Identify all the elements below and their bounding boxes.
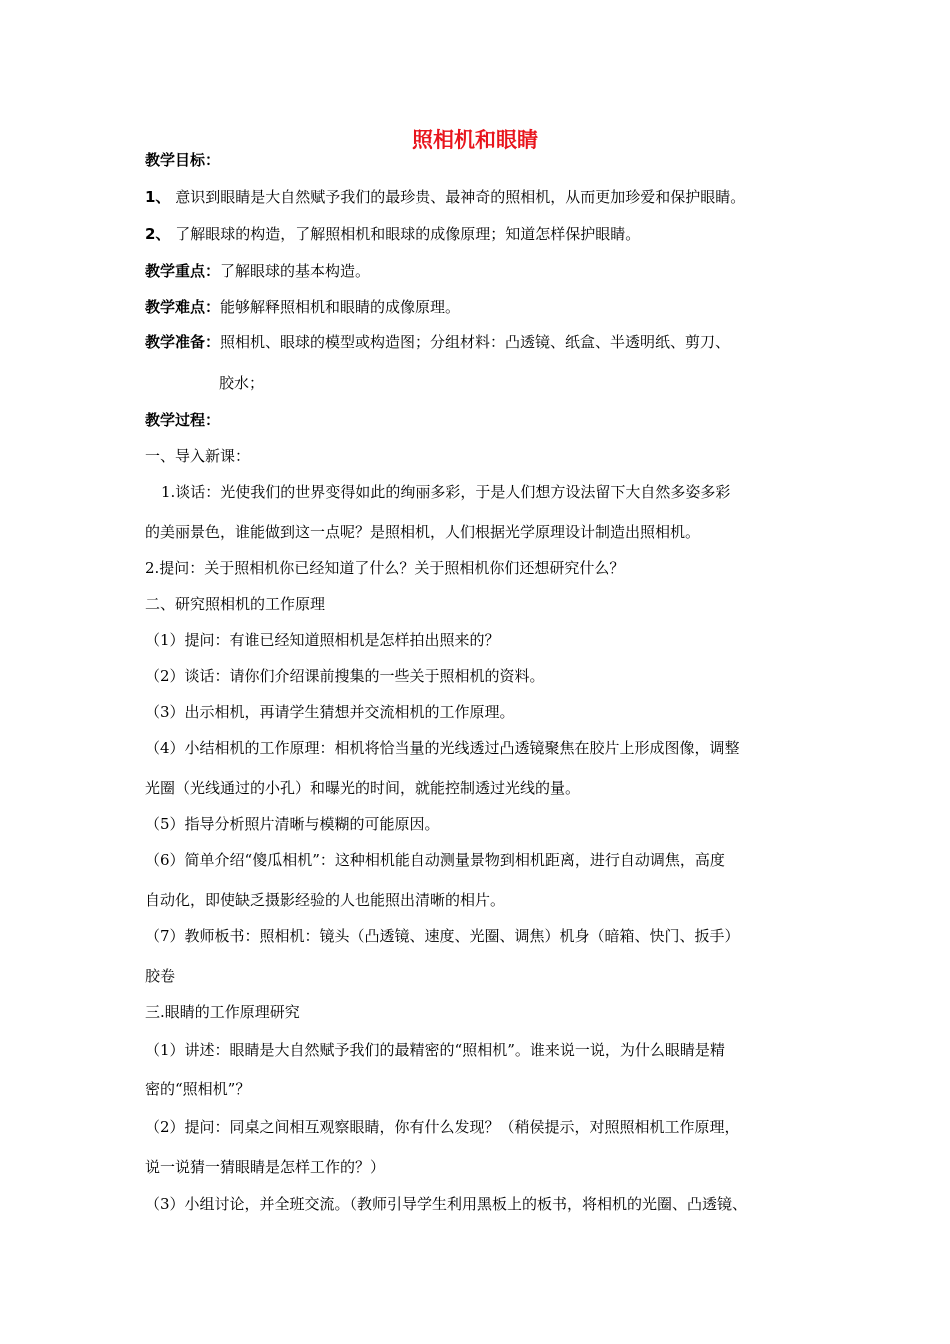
key-point	[145, 261, 370, 281]
body-line: 一、导入新课：	[145, 447, 251, 465]
objective-number: 1、	[145, 188, 171, 206]
objective-number: 2、	[145, 225, 171, 243]
body-line: （7）教师板书：照相机：镜头（凸透镜、速度、光圈、调焦）机身（暗箱、快门、扳手）	[145, 927, 740, 945]
body-line: （3）小组讨论，并全班交流。（教师引导学生利用黑板上的板书，将相机的光圈、凸透镜、	[145, 1195, 748, 1213]
body-line: （5）指导分析照片清晰与模糊的可能原因。	[145, 815, 440, 833]
body-line: （6）简单介绍“傻瓜相机”：这种相机能自动测量景物到相机距离，进行自动调焦，高度	[145, 851, 725, 869]
body-line: 光圈（光线通过的小孔）和曝光的时间，就能控制透过光线的量。	[145, 779, 581, 797]
objective-text: 了解眼球的构造，了解照相机和眼球的成像原理；知道怎样保护眼睛。	[170, 225, 641, 243]
objectives-heading: 教学目标：	[145, 151, 221, 169]
objective-text: 意识到眼睛是大自然赋予我们的最珍贵、最神奇的照相机，从而更加珍爱和保护眼睛。	[170, 188, 746, 206]
difficulty	[145, 297, 460, 317]
difficulty-text: 能够解释照相机和眼睛的成像原理。	[220, 298, 461, 316]
body-line: （1）提问：有谁已经知道照相机是怎样拍出照来的？	[145, 631, 500, 649]
body-line: 密的“照相机”？	[145, 1080, 251, 1098]
document-title: 照相机和眼睛	[412, 128, 538, 152]
process-heading: 教学过程：	[145, 411, 221, 429]
body-line: （1）讲述：眼睛是大自然赋予我们的最精密的“照相机”。谁来说一说，为什么眼睛是精	[145, 1041, 725, 1059]
difficulty-label: 教学难点：	[145, 298, 221, 316]
body-line: （2）提问：同桌之间相互观察眼睛，你有什么发现？（稍侯提示，对照照相机工作原理，	[145, 1118, 740, 1136]
preparation-continuation: 胶水；	[219, 374, 265, 392]
body-line: 自动化，即使缺乏摄影经验的人也能照出清晰的相片。	[145, 891, 506, 909]
objective-item-1	[145, 187, 745, 207]
preparation	[145, 332, 730, 352]
body-line: 二、研究照相机的工作原理	[145, 595, 326, 613]
body-line: 三.眼睛的工作原理研究	[145, 1003, 300, 1021]
preparation-label: 教学准备：	[145, 333, 221, 351]
body-line: （4）小结相机的工作原理：相机将恰当量的光线透过凸透镜聚焦在胶片上形成图像，调整	[145, 739, 740, 757]
objective-item-2	[145, 224, 640, 244]
preparation-text: 照相机、眼球的模型或构造图；分组材料：凸透镜、纸盒、半透明纸、剪刀、	[220, 333, 731, 351]
body-line: 2.提问：关于照相机你已经知道了什么？关于照相机你们还想研究什么？	[145, 559, 625, 577]
body-line: 1.谈话：光使我们的世界变得如此的绚丽多彩，于是人们想方设法留下大自然多姿多彩	[161, 483, 731, 501]
body-line: 说一说猜一猜眼睛是怎样工作的？）	[145, 1158, 386, 1176]
key-point-text: 了解眼球的基本构造。	[220, 262, 371, 280]
body-line: 的美丽景色，谁能做到这一点呢？是照相机，人们根据光学原理设计制造出照相机。	[145, 523, 701, 541]
key-point-label: 教学重点：	[145, 262, 221, 280]
body-line: 胶卷	[145, 967, 176, 985]
body-line: （2）谈话：请你们介绍课前搜集的一些关于照相机的资料。	[145, 667, 545, 685]
body-line: （3）出示相机，再请学生猜想并交流相机的工作原理。	[145, 703, 515, 721]
